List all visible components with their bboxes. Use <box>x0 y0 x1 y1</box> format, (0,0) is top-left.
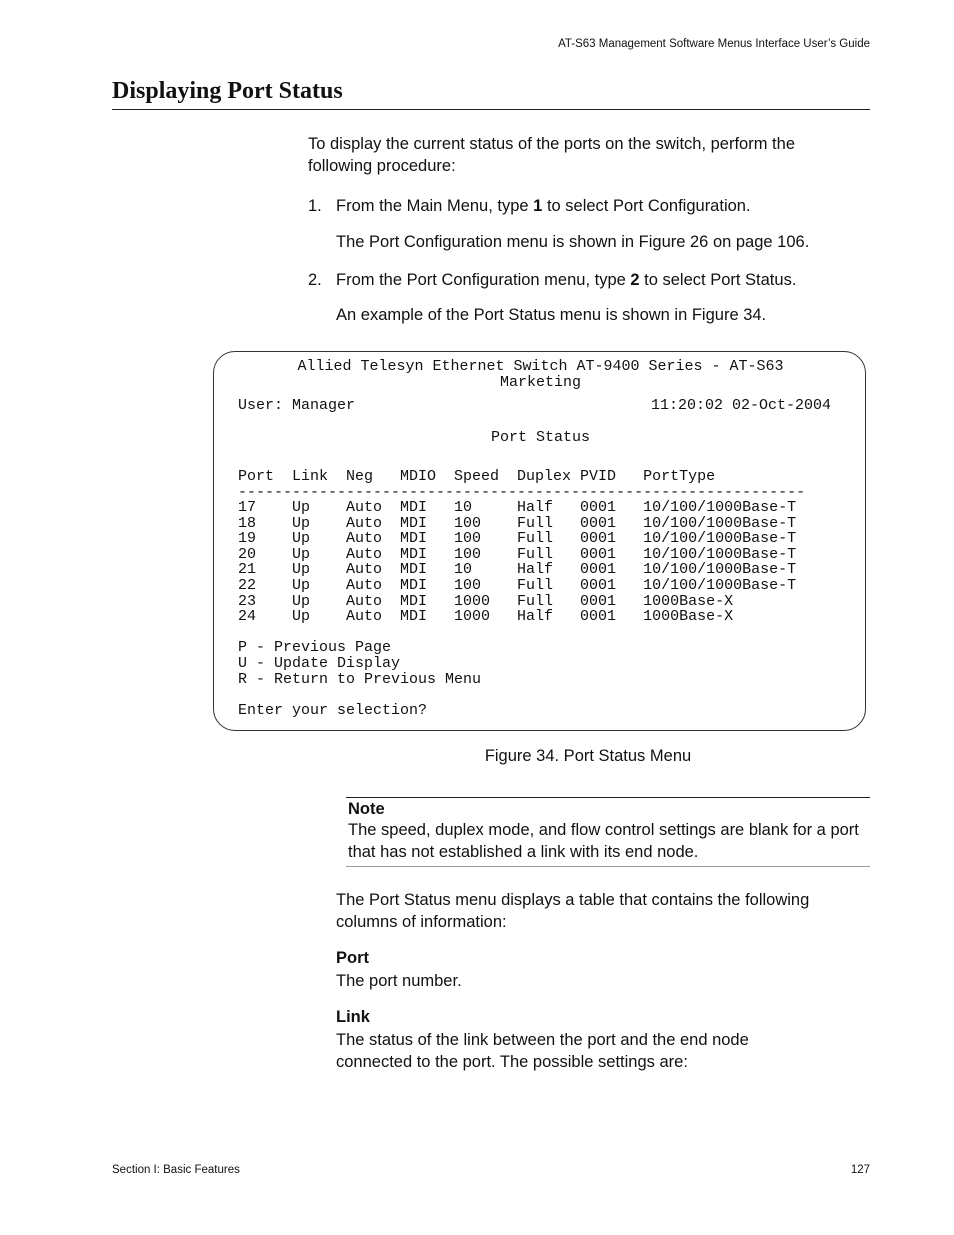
terminal-datetime: 11:20:02 02-Oct-2004 <box>650 397 831 414</box>
figure-caption: Figure 34. Port Status Menu <box>484 747 692 765</box>
port-row-23: 23 Up Auto MDI 1000 Full 0001 1000Base-X <box>238 592 734 610</box>
footer-section: Section I: Basic Features <box>112 1164 240 1176</box>
step-1-text-after: to select Port Configuration. <box>542 197 751 215</box>
option-return-menu: R - Return to Previous Menu <box>238 671 482 688</box>
terminal-menu-title: Port Status <box>490 429 591 446</box>
step-2-key: 2 <box>630 271 640 289</box>
step-1-instruction <box>336 195 870 217</box>
section-title: Displaying Port Status <box>112 78 343 104</box>
port-row-21: 21 Up Auto MDI 10 Half 0001 10/100/1000Base-T <box>238 561 797 579</box>
running-header: AT-S63 Management Software Menus Interface User’s Guide <box>558 38 870 50</box>
step-2-text: From the Port Configuration menu, type <box>336 271 631 289</box>
port-row-22: 22 Up Auto MDI 100 Full 0001 10/100/1000Base-T <box>238 577 797 594</box>
port-row-20: 20 Up Auto MDI 100 Full 0001 10/100/1000Base-T <box>238 545 797 563</box>
term-port: Port <box>336 949 369 967</box>
port-row-19: 19 Up Auto MDI 100 Full 0001 10/100/1000Base-T <box>238 530 797 548</box>
step-2-instruction <box>336 269 870 291</box>
step-2-result: An example of the Port Status menu is shown in Figure 34. <box>336 306 767 324</box>
port-table-divider: --------------------------------------------------------------- <box>238 484 806 501</box>
port-row-24: 24 Up Auto MDI 1000 Half 0001 1000Base-X <box>238 608 734 626</box>
intro-paragraph: To display the current status of the ports on the switch, perform the following procedure: <box>308 135 795 175</box>
title-divider <box>112 109 870 110</box>
note-bottom-rule <box>346 866 870 867</box>
port-row-18: 18 Up Auto MDI 100 Full 0001 10/100/1000Base-T <box>238 514 797 532</box>
note-top-rule <box>346 797 870 798</box>
term-port-description: The port number. <box>336 972 462 990</box>
option-previous-page: P - Previous Page <box>238 639 392 656</box>
page-number: 127 <box>850 1164 870 1176</box>
step-1-number: 1. <box>308 197 322 215</box>
note-text: The speed, duplex mode, and flow control settings are blank for a port that has not established a link with its end node. <box>348 821 859 861</box>
terminal-title: Allied Telesyn Ethernet Switch AT-9400 Series - AT-S63 <box>297 358 784 375</box>
option-update-display: U - Update Display <box>238 655 401 672</box>
term-link: Link <box>336 1008 370 1026</box>
terminal-user: User: Manager <box>238 397 356 414</box>
step-1-result: The Port Configuration menu is shown in Figure 26 on page 106. <box>336 233 810 251</box>
port-row-17: 17 Up Auto MDI 10 Half 0001 10/100/1000Base-T <box>238 499 797 516</box>
note-label: Note <box>348 800 385 818</box>
terminal-prompt: Enter your selection? <box>238 702 428 719</box>
term-link-description: The status of the link between the port and the end node connected to the port. The possible settings are: <box>336 1031 749 1071</box>
step-2-number: 2. <box>308 271 322 289</box>
terminal-screen <box>213 351 866 731</box>
step-1-key: 1 <box>533 197 543 215</box>
terminal-subtitle: Marketing <box>499 374 581 391</box>
step-1-text: From the Main Menu, type <box>336 197 534 215</box>
columns-intro: The Port Status menu displays a table that contains the following columns of information: <box>336 891 810 931</box>
step-2-text-after: to select Port Status. <box>639 271 797 289</box>
port-table-header: Port Link Neg MDIO Speed Duplex PVID PortType <box>238 468 716 485</box>
